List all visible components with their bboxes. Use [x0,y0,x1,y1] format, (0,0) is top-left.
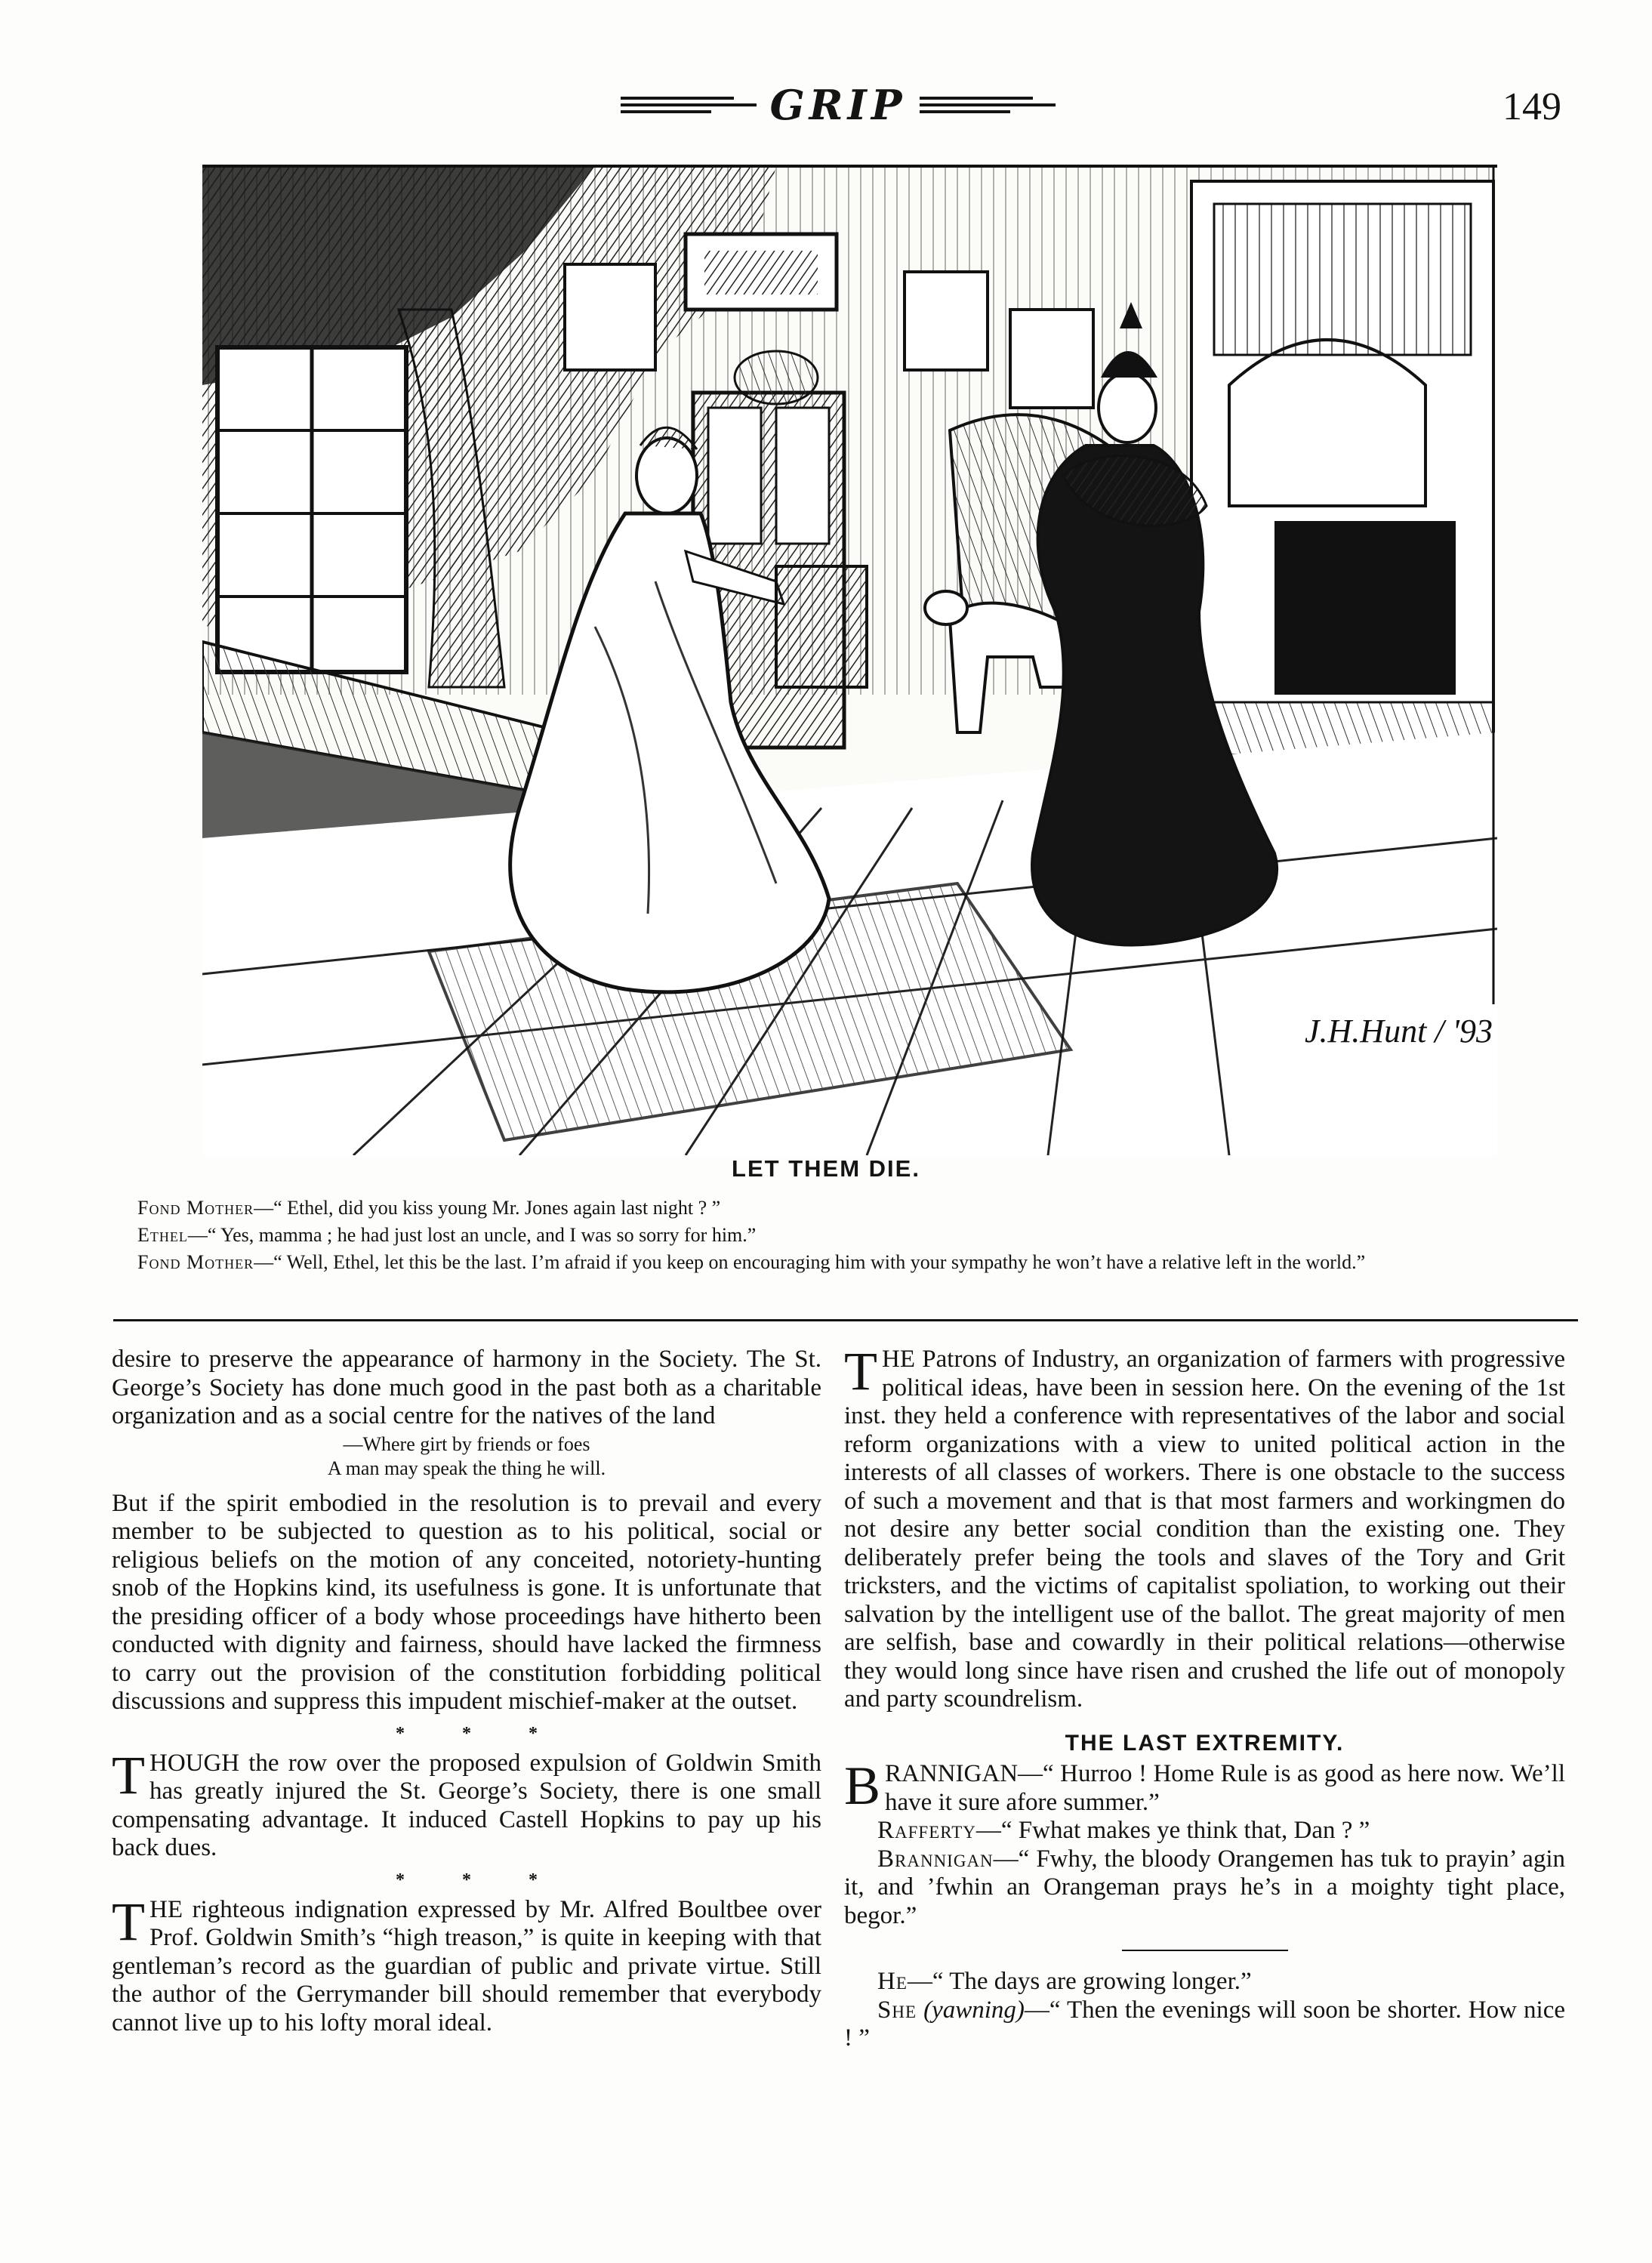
paragraph-text: HOUGH the row over the proposed expulsion of Goldwin Smith has greatly injured the St. George’s Society, there is one small compensating advantage. It induced Castell Hopkins to pay up his back dues. [112,1749,821,1861]
caption-title: LET THEM DIE. [732,1155,920,1182]
dialogue-line [844,1817,1565,1845]
dialogue-line [844,1996,1565,2053]
drop-cap: B [844,1756,881,1816]
speaker-name: Brannigan [877,1845,994,1873]
speaker-name: Fond Mother [137,1251,254,1273]
paragraph [844,1341,1565,1714]
section-divider [113,1319,1578,1321]
dialogue-text: —“ Then the evenings will soon be shorter. How nice ! ” [844,1996,1566,2052]
left-column [112,1346,821,2045]
masthead [574,79,1102,131]
dialogue-text: —“ Fwhy, the bloody Orangemen has tuk to prayin’ agin it, and ’fwhin an Orangeman prays he’s in a moighty tight place, begor.” [844,1845,1565,1929]
paragraph-text: HE righteous indignation expressed by Mr. Alfred Boultbee over Prof. Goldwin Smith’s “high treason,” is quite in keeping with that gentleman’s record as the guardian of public and private virtue. Still the author of the Gerrymander bill should remember that everybody cannot live up to his lofty moral ideal. [112,1895,821,2036]
short-divider [1122,1950,1288,1951]
illustration [202,159,1497,1155]
quote-line: —Where girt by friends or foes [343,1432,590,1455]
paragraph: But if the spirit embodied in the resolution is to prevail and every member to be subjected to question as to his political, social or religious beliefs on the motion of any conceited, notoriety-hunting snob of the Hopkins kind, its usefulness is gone. It is unfortunate that the presiding officer of a body whose proceedings have hitherto been conducted with dignity and fairness, should have lacked the firmness to carry out the provision of the constitution forbidding political discussions and suppress this impudent mischief-maker at the outset. [112,1489,821,1715]
parlor-scene-engraving [202,159,1497,1155]
section-title: THE LAST EXTREMITY. [1065,1730,1345,1756]
caption-line [121,1249,1570,1276]
dialogue-text: —“ Yes, mamma ; he had just lost an uncle, and I was so sorry for him.” [187,1224,757,1246]
masthead-right-rules [920,97,1056,113]
dialogue-text: —“ Well, Ethel, let this be the last. I’m afraid if you keep on encouraging him with your sympathy he won’t have a relative left in the world.” [254,1251,1366,1273]
paragraph [112,1891,821,2038]
dialogue-line [844,1756,1565,1817]
speaker-name: Fond Mother [137,1197,254,1219]
masthead-left-rules [621,97,757,113]
verse-quote [112,1432,821,1481]
asterism: * * * [396,1870,538,1890]
drop-cap: T [112,1891,145,1952]
dialogue-text: —“ Hurroo ! Home Rule is as good as here now. We’ll have it sure afore summer.” [885,1760,1565,1816]
caption-line [121,1195,1570,1222]
speaker-name: Ethel [137,1224,188,1246]
dialogue-text: —“ Ethel, did you kiss young Mr. Jones again last night ? ” [254,1197,721,1219]
speaker-name: Rafferty [877,1817,976,1844]
stage-direction: (yawning) [923,1996,1025,2024]
dialogue-line [844,1968,1565,1996]
cartoon-caption [121,1195,1570,1276]
paragraph-text: HE Patrons of Industry, an organization of farmers with progressive political ideas, have been in session here. On the evening of the 1st inst. they held a conference with representatives of the labor and social reform organizations with a view to united political action in the interests of all classes of workers. There is one obstacle to the success of such a movement and that is that most farmers and workingmen do not desire any better social condition than the existing one. They deliberately prefer being the tools and slaves of the Tory and Grit tricksters, and the victims of capitalist spoliation, to working out their salvation by the intelligent use of the ballot. The great majority of men are selfish, base and cowardly in their political relations—otherwise they would long since have risen and crushed the life out of monopoly and party scoundrelism. [844,1346,1565,1713]
paragraph: desire to preserve the appearance of harmony in the Society. The St. George’s Society has done much good in the past both as a charitable organization and as a social centre for the natives of the land [112,1346,821,1429]
right-column [844,1341,1566,2053]
speaker-name: He [877,1968,908,1995]
publication-title: GRIP [769,81,907,129]
dialogue-line [844,1845,1565,1931]
drop-cap: T [844,1341,877,1401]
page-number: 149 [1503,85,1561,128]
drop-cap: T [112,1744,145,1805]
asterism: * * * [396,1723,538,1743]
speaker-name: She [877,1996,917,2024]
artist-signature: J.H.Hunt / '93 [1305,1013,1493,1050]
speaker-name: RANNIGAN [885,1760,1019,1787]
caption-line [121,1222,1570,1249]
quote-line: A man may speak the thing he will. [327,1457,606,1479]
dialogue-text: —“ Fwhat makes ye think that, Dan ? ” [975,1817,1370,1844]
paragraph [112,1744,821,1863]
dialogue-text: —“ The days are growing longer.” [907,1968,1252,1995]
